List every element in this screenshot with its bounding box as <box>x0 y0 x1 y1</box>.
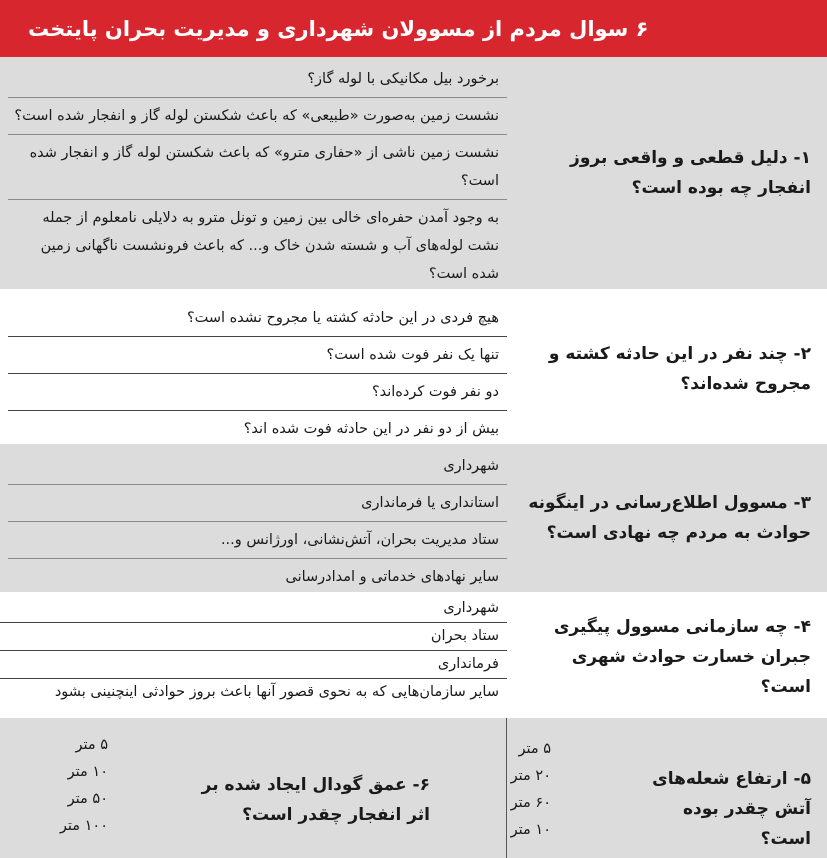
option: ۵ متر <box>518 741 551 757</box>
option: نشست زمین ناشی از «حفاری مترو» که باعث شکستن لوله گاز و انفجار شده است؟ <box>8 135 507 200</box>
bottom-row <box>0 718 827 858</box>
page-title: ۶ سوال مردم از مسوولان شهرداری و مدیریت بحران پایتخت <box>28 16 649 41</box>
option: بیش از دو نفر در این حادثه فوت شده اند؟ <box>243 421 499 437</box>
option: فرمانداری <box>0 651 507 679</box>
answers-3 <box>0 444 507 592</box>
question-row-1 <box>0 57 827 289</box>
question-row-2 <box>0 300 827 438</box>
option: نشست زمین به‌صورت «طبیعی» که باعث شکستن لوله گاز و انفجار شده است؟ <box>8 98 507 135</box>
question-1: ۱- دلیل قطعی و واقعی بروز انفجار چه بوده است؟ <box>570 148 811 198</box>
option: ۱۰ متر <box>67 764 108 780</box>
option: ۶۰ متر <box>510 795 551 811</box>
option: به وجود آمدن حفره‌ای خالی بین زمین و تونل مترو به دلایلی نامعلوم از جمله نشت لوله‌های آب و شسته شدن خاک و... که باعث فرونشست ناگهانی زمین شده است؟ <box>40 210 499 282</box>
option: ۲۰ متر <box>510 768 551 784</box>
answers-5 <box>491 736 551 844</box>
option: استانداری یا فرمانداری <box>8 485 507 522</box>
option: برخورد بیل مکانیکی با لوله گاز؟ <box>8 61 507 98</box>
question-row-3 <box>0 444 827 592</box>
question-2: ۲- چند نفر در این حادثه کشته و مجروح شده‌اند؟ <box>548 344 811 394</box>
option: ستاد مدیریت بحران، آتش‌نشانی، اورژانس و... <box>8 522 507 559</box>
answers-4 <box>0 595 507 718</box>
question-row-4 <box>0 595 827 718</box>
option: ۵۰ متر <box>67 791 108 807</box>
option: سایر نهادهای خدماتی و امدادرسانی <box>285 569 499 585</box>
question-6: ۶- عمق گودال ایجاد شده بر اثر انفجار چقدر است؟ <box>201 775 430 825</box>
option: سایر سازمان‌هایی که به نحوی قصور آنها باعث بروز حوادثی اینچنینی بشود <box>54 684 499 700</box>
option: شهرداری <box>8 448 507 485</box>
question-3: ۳- مسوول اطلاع‌رسانی در اینگونه حوادث به مردم چه نهادی است؟ <box>528 493 811 543</box>
answers-1 <box>0 57 507 289</box>
question-4: ۴- چه سازمانی مسوول پیگیری جبران خسارت حوادث شهری است؟ <box>553 616 811 697</box>
answers-2 <box>0 300 507 438</box>
option: ۱۰۰ متر <box>59 818 108 834</box>
option: تنها یک نفر فوت شده است؟ <box>8 337 507 374</box>
answers-6 <box>36 732 108 840</box>
question-5: ۵- ارتفاع شعله‌های آتش چقدر بوده است؟ <box>652 769 811 849</box>
option: هیچ فردی در این حادثه کشته یا مجروح نشده است؟ <box>8 300 507 337</box>
option: ۱۰ متر <box>510 822 551 838</box>
option: ستاد بحران <box>0 623 507 651</box>
option: شهرداری <box>0 595 507 623</box>
header-banner <box>0 0 827 57</box>
column-divider <box>506 718 507 858</box>
option: دو نفر فوت کرده‌اند؟ <box>8 374 507 411</box>
option: ۵ متر <box>75 737 108 753</box>
